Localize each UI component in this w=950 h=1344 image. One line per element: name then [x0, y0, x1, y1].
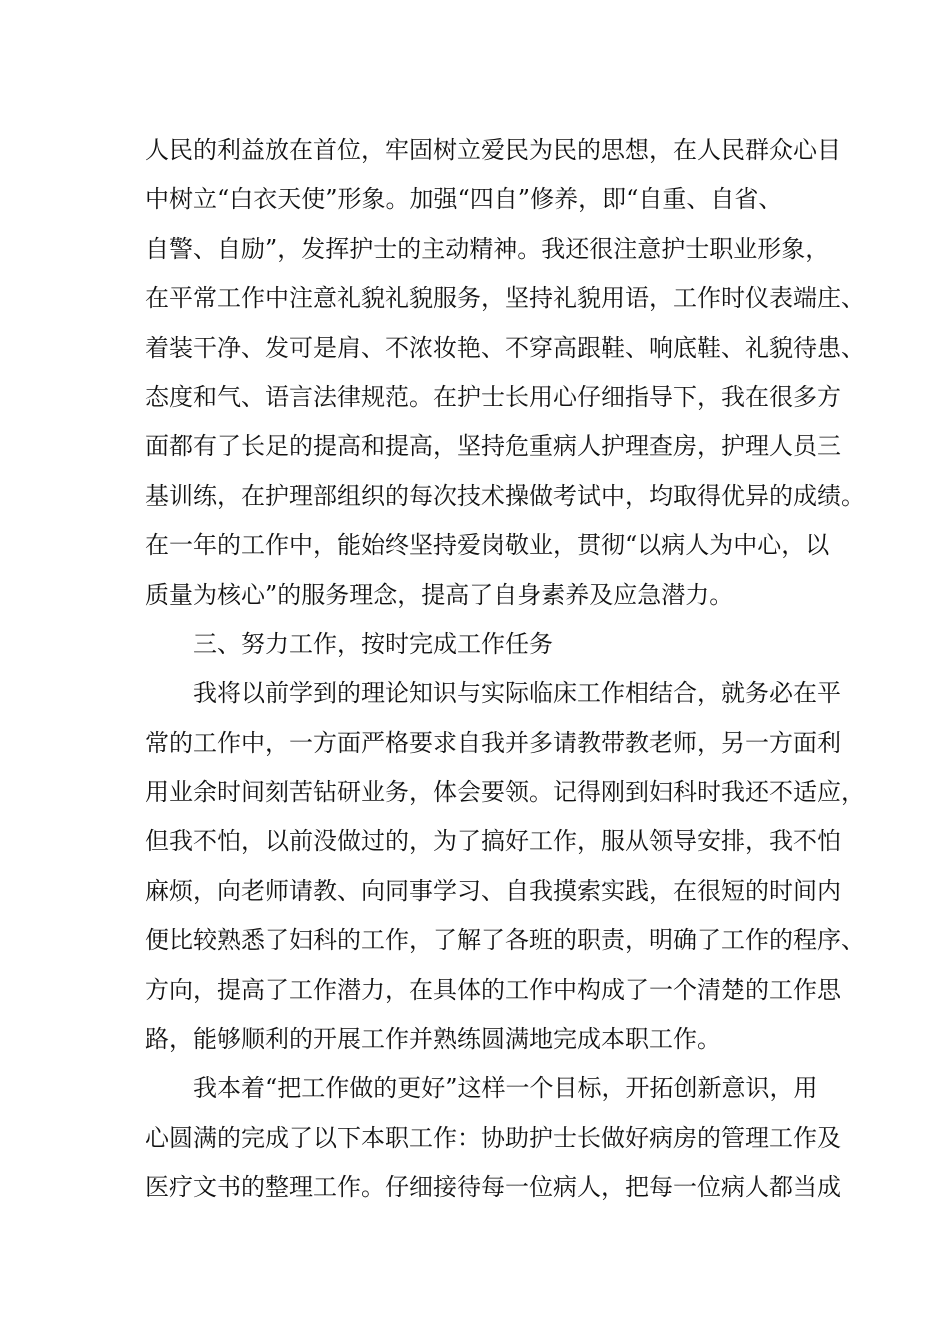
text-line: 便比较熟悉了妇科的工作，了解了各班的职责，明确了工作的程序、 — [145, 926, 865, 955]
text-line: 医疗文书的整理工作。仔细接待每一位病人，把每一位病人都当成 — [145, 1173, 841, 1202]
text-line: 心圆满的完成了以下本职工作：协助护士长做好病房的管理工作及 — [145, 1123, 841, 1152]
text-line: 常的工作中，一方面严格要求自我并多请教带教老师，另一方面利 — [145, 728, 841, 757]
text-line: 但我不怕，以前没做过的，为了搞好工作，服从领导安排，我不怕 — [145, 827, 841, 856]
text-line: 方向，提高了工作潜力，在具体的工作中构成了一个清楚的工作思 — [145, 975, 841, 1004]
text-line: 质量为核心”的服务理念，提高了自身素养及应急潜力。 — [145, 580, 734, 609]
text-line: 自警、自励”，发挥护士的主动精神。我还很注意护士职业形象， — [145, 234, 830, 263]
text-line: 在一年的工作中，能始终坚持爱岗敬业，贯彻“以病人为中心，以 — [145, 531, 830, 560]
section-heading: 三、努力工作，按时完成工作任务 — [193, 629, 553, 658]
paragraph-start-line: 我本着“把工作做的更好”这样一个目标，开拓创新意识，用 — [193, 1074, 818, 1103]
text-line: 中树立“白衣天使”形象。加强“四自”修养，即“自重、自省、 — [145, 185, 783, 214]
text-line: 在平常工作中注意礼貌礼貌服务，坚持礼貌用语，工作时仪表端庄、 — [145, 284, 865, 313]
paragraph-start-line: 我将以前学到的理论知识与实际临床工作相结合，就务必在平 — [193, 679, 841, 708]
text-line: 态度和气、语言法律规范。在护士长用心仔细指导下，我在很多方 — [145, 382, 841, 411]
text-line: 着装干净、发可是肩、不浓妆艳、不穿高跟鞋、响底鞋、礼貌待患、 — [145, 333, 865, 362]
text-line: 用业余时间刻苦钻研业务，体会要领。记得刚到妇科时我还不适应， — [145, 778, 865, 807]
text-line: 麻烦，向老师请教、向同事学习、自我摸索实践，在很短的时间内 — [145, 876, 841, 905]
text-line: 人民的利益放在首位，牢固树立爱民为民的思想，在人民群众心目 — [145, 136, 841, 164]
text-line: 路，能够顺利的开展工作并熟练圆满地完成本职工作。 — [145, 1025, 721, 1054]
text-line: 面都有了长足的提高和提高，坚持危重病人护理查房，护理人员三 — [145, 432, 841, 461]
text-line: 基训练，在护理部组织的每次技术操做考试中，均取得优异的成绩。 — [145, 481, 865, 510]
document-body — [145, 126, 865, 1213]
